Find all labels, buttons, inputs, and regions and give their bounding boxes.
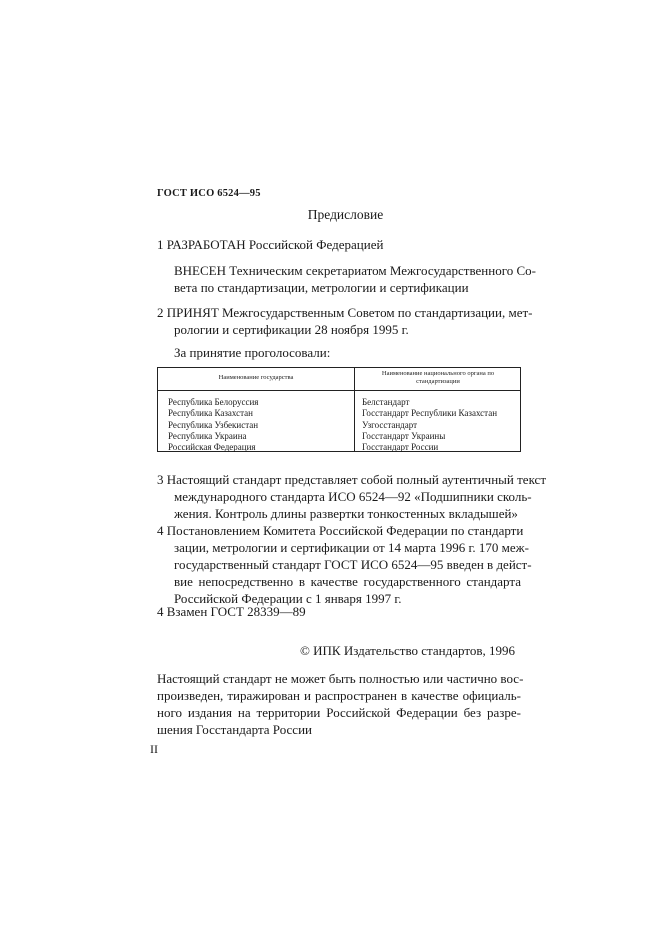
- table-column-states: [168, 397, 258, 453]
- table-cell-state: Республика Украина: [168, 430, 247, 441]
- table-header-state: Наименование государства: [218, 374, 294, 381]
- section-introduced: [174, 262, 536, 296]
- adopted-line-1: 2 ПРИНЯТ Межгосударственным Советом по стандартизации, мет-: [157, 305, 533, 320]
- authentic-line-2: международного стандарта ИСО 6524—92 «Подшипники сколь-: [174, 489, 532, 504]
- table-cell-body: Госстандарт Украины: [362, 430, 446, 441]
- reproduction-notice: [157, 670, 524, 738]
- table-cell-state: Республика Узбекистан: [168, 419, 259, 430]
- resolution-line-5: Российской Федерации с 1 января 1997 г.: [174, 591, 402, 606]
- authentic-line-3: жения. Контроль длины развертки тонкостенных вкладышей»: [174, 506, 518, 521]
- copyright: © ИПК Издательство стандартов, 1996: [300, 643, 515, 658]
- section-resolution: [157, 522, 532, 607]
- authentic-line-1: 3 Настоящий стандарт представляет собой полный аутентичный текст: [157, 472, 547, 487]
- resolution-line-1: 4 Постановлением Комитета Российской Федерации по стандарти: [157, 523, 524, 538]
- standard-code: ГОСТ ИСО 6524—95: [157, 188, 261, 199]
- notice-line-1: Настоящий стандарт не может быть полностью или частично вос-: [157, 671, 524, 686]
- table-cell-body: Узгосстандарт: [362, 419, 418, 430]
- table-cell-body: Госстандарт России: [362, 442, 439, 453]
- section-authentic: [157, 471, 547, 522]
- notice-line-3: ного издания на территории Российской Федерации без разре-: [157, 705, 521, 720]
- introduced-line-2: вета по стандартизации, метрологии и сертификации: [174, 280, 469, 295]
- section-developed-line: 1 РАЗРАБОТАН Российской Федерацией: [157, 237, 384, 252]
- section-replaces: 4 Взамен ГОСТ 28339—89: [157, 604, 306, 619]
- table-header-body: Наименование национального органа по стандартизации: [381, 370, 495, 385]
- resolution-line-2: зации, метрологии и сертификации от 14 марта 1996 г. 170 меж-: [174, 540, 529, 555]
- section-adopted: [157, 304, 533, 338]
- table-column-bodies: [362, 397, 497, 453]
- page-number: II: [150, 742, 158, 756]
- notice-line-2: произведен, тиражирован и распространен в качестве официаль-: [157, 688, 521, 703]
- table-cell-body: Госстандарт Республики Казахстан: [362, 408, 498, 419]
- voting-table: [157, 367, 521, 452]
- adopted-line-2: рологии и сертификации 28 ноября 1995 г.: [174, 322, 409, 337]
- voted-label: За принятие проголосовали:: [174, 345, 331, 360]
- table-cell-state: Российская Федерация: [168, 442, 256, 453]
- table-cell-state: Республика Белоруссия: [168, 397, 259, 407]
- resolution-line-3: государственный стандарт ГОСТ ИСО 6524—95 введен в дейст-: [174, 557, 532, 572]
- introduced-line-1: ВНЕСЕН Техническим секретариатом Межгосударственного Со-: [174, 263, 536, 278]
- table-header-divider: [158, 390, 520, 391]
- table-cell-state: Республика Казахстан: [168, 408, 253, 419]
- page-title: Предисловие: [307, 207, 384, 222]
- table-cell-body: Белстандарт: [362, 397, 410, 407]
- section-developed: [157, 236, 521, 253]
- notice-line-4: шения Госстандарта России: [157, 722, 312, 737]
- resolution-line-4: вие непосредственно в качестве государственного стандарта: [174, 574, 521, 589]
